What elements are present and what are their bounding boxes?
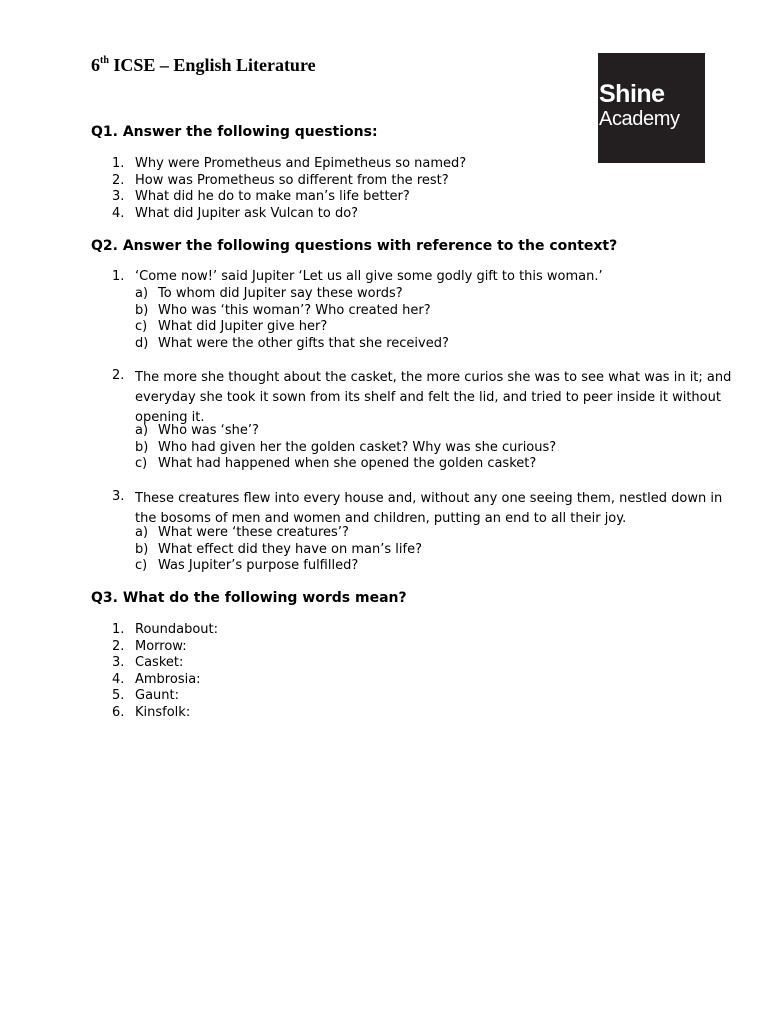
- item-number: 5.: [112, 688, 125, 703]
- sub-letter: a): [135, 286, 149, 301]
- sub-question-text: To whom did Jupiter say these words?: [158, 286, 403, 301]
- item-number: 3.: [112, 489, 125, 504]
- sub-question-text: What were the other gifts that she received?: [158, 335, 449, 351]
- logo-line-1: Shine: [599, 80, 665, 108]
- q2-heading: Q2. Answer the following questions with reference to the context?: [91, 238, 618, 254]
- item-text: What did Jupiter ask Vulcan to do?: [135, 205, 359, 221]
- sub-letter: b): [135, 302, 149, 318]
- item-number: 1.: [112, 269, 125, 284]
- sub-question-list: [0, 286, 449, 352]
- sub-question-text: What were ‘these creatures’?: [158, 525, 349, 540]
- sub-question: [0, 319, 449, 336]
- q1-heading: Q1. Answer the following questions:: [91, 124, 378, 140]
- item-number: 1.: [112, 156, 125, 171]
- sub-question-text: Who had given her the golden casket? Why was she curious?: [158, 439, 557, 455]
- word-text: Casket:: [135, 655, 184, 670]
- sub-question: [0, 423, 556, 440]
- list-item: [0, 655, 218, 672]
- item-text: How was Prometheus so different from the rest?: [135, 172, 449, 188]
- page-title: [91, 54, 316, 76]
- shine-academy-logo: [598, 53, 705, 163]
- title-text: ICSE – English Literature: [108, 55, 316, 75]
- list-item: [0, 206, 466, 223]
- list-item: [0, 639, 218, 656]
- item-text: What did he do to make man’s life better?: [135, 189, 410, 204]
- sub-question-text: What effect did they have on man’s life?: [158, 541, 422, 557]
- item-number: 2.: [112, 368, 125, 383]
- word-text: Morrow:: [135, 638, 187, 654]
- item-number: 1.: [112, 622, 125, 637]
- word-text: Ambrosia:: [135, 671, 201, 687]
- list-item: [0, 622, 218, 639]
- list-item: [0, 705, 218, 722]
- item-number: 3.: [112, 189, 125, 204]
- sub-letter: d): [135, 335, 149, 351]
- sub-question: [0, 286, 449, 303]
- sub-question: [0, 303, 449, 320]
- item-number: 2.: [112, 638, 125, 654]
- sub-question-text: Who was ‘she’?: [158, 423, 259, 438]
- sub-letter: a): [135, 423, 149, 438]
- list-item: [0, 189, 466, 206]
- item-text: Why were Prometheus and Epimetheus so named?: [135, 156, 467, 171]
- item-number: 4.: [112, 671, 125, 687]
- title-grade: 6: [91, 55, 100, 75]
- logo-line-2: Academy: [599, 108, 680, 130]
- word-text: Kinsfolk:: [135, 704, 191, 720]
- sub-question: [0, 525, 422, 542]
- q1-list: [0, 156, 466, 222]
- sub-question: [0, 336, 449, 353]
- context-quote: The more she thought about the casket, the more curios she was to see what was in it; and everyday she took it sown from its shelf and felt the lid, and tried to peer inside it without opening it.: [135, 370, 732, 425]
- item-number: 2.: [112, 172, 125, 188]
- sub-question-text: Who was ‘this woman’? Who created her?: [158, 302, 431, 318]
- q3-word-list: [0, 622, 218, 721]
- sub-letter: b): [135, 541, 149, 557]
- sub-letter: b): [135, 439, 149, 455]
- item-number: 3.: [112, 655, 125, 670]
- context-quote: ‘Come now!’ said Jupiter ‘Let us all give some godly gift to this woman.’: [135, 269, 603, 284]
- sub-question-text: What did Jupiter give her?: [158, 319, 328, 334]
- sub-question: [0, 542, 422, 559]
- sub-question: [0, 440, 556, 457]
- sub-letter: a): [135, 525, 149, 540]
- q3-heading: Q3. What do the following words mean?: [91, 590, 407, 606]
- sub-letter: c): [135, 558, 148, 573]
- sub-question-text: What had happened when she opened the golden casket?: [158, 456, 537, 471]
- context-quote: These creatures flew into every house and, without any one seeing them, nestled down in the bosoms of men and women and children, putting an end to all their joy.: [135, 491, 723, 526]
- sub-letter: c): [135, 319, 148, 334]
- list-item: [0, 672, 218, 689]
- item-number: 4.: [112, 205, 125, 221]
- sub-question-list: [0, 525, 422, 575]
- sub-letter: c): [135, 456, 148, 471]
- sub-question-list: [0, 423, 556, 473]
- list-item: [0, 173, 466, 190]
- sub-question: [0, 558, 422, 575]
- list-item: [0, 156, 466, 173]
- sub-question-text: Was Jupiter’s purpose fulfilled?: [158, 558, 359, 573]
- title-grade-suffix: th: [100, 55, 109, 66]
- item-number: 6.: [112, 704, 125, 720]
- word-text: Gaunt:: [135, 688, 179, 703]
- word-text: Roundabout:: [135, 622, 219, 637]
- sub-question: [0, 456, 556, 473]
- list-item: [0, 688, 218, 705]
